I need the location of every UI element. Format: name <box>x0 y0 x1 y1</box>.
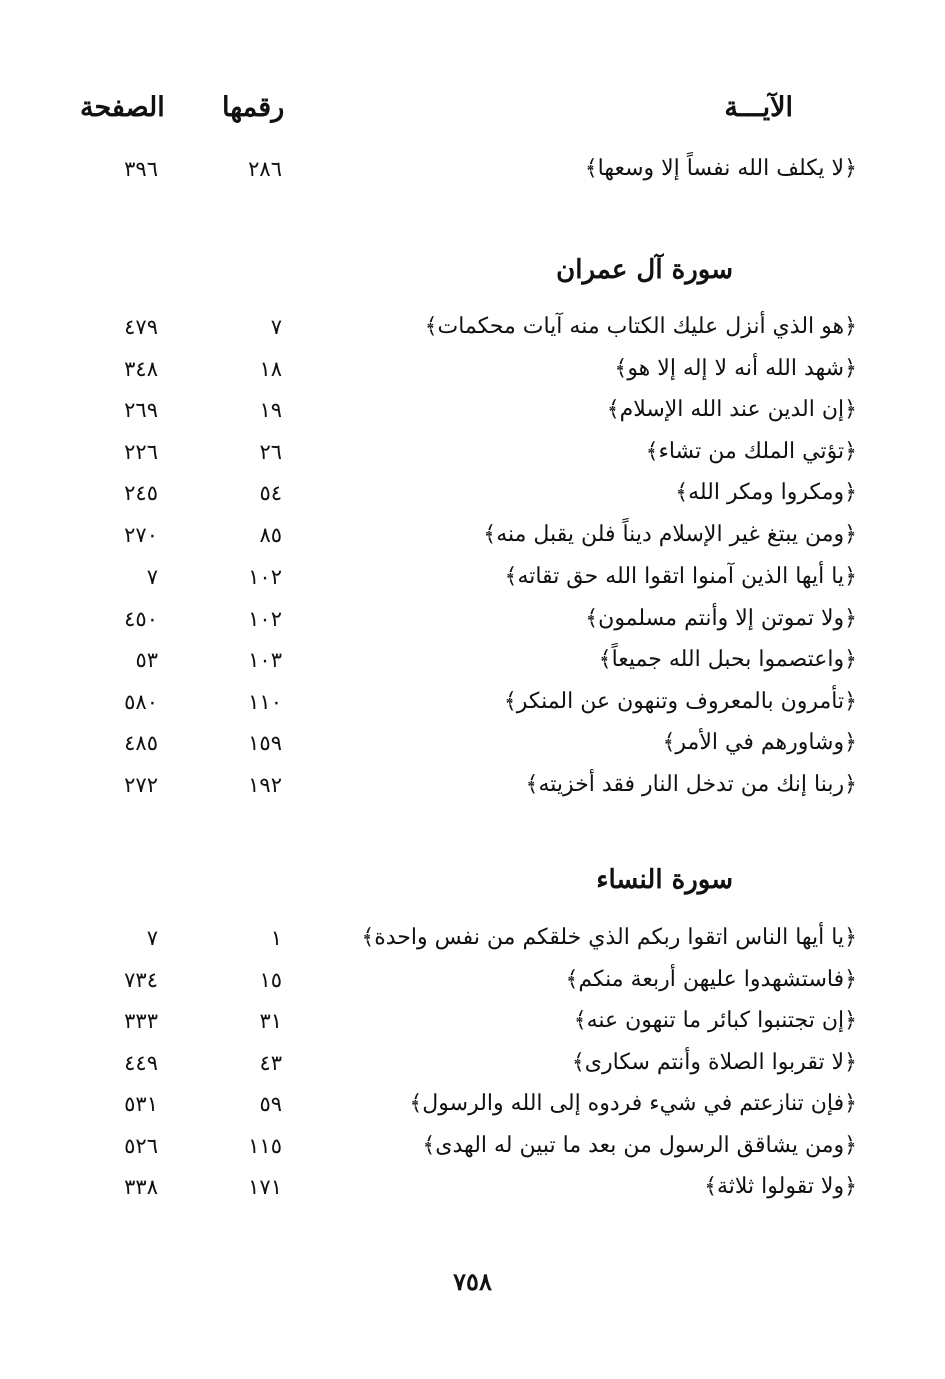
verse-text: ﴿إن الدين عند الله الإسلام﴾ <box>606 397 857 422</box>
page-number: ٣٣٣ <box>124 1009 158 1033</box>
verse-text: ﴿تأمرون بالمعروف وتنهون عن المنكر﴾ <box>503 689 857 714</box>
surah-title: سورة آل عمران <box>556 255 733 285</box>
verse-number: ٨٥ <box>259 523 282 547</box>
verse-number: ٣١ <box>259 1009 282 1033</box>
verse-text: ﴿إن تجتنبوا كبائر ما تنهون عنه﴾ <box>573 1008 857 1033</box>
verse-number: ٥٤ <box>259 481 282 505</box>
page-number: ٧ <box>146 565 158 589</box>
page-number: ٤٥٠ <box>124 607 158 631</box>
verse-number: ١٩٢ <box>248 773 282 797</box>
table-row <box>0 390 945 430</box>
table-row <box>0 1167 945 1207</box>
table-row <box>0 349 945 389</box>
verse-number: ٧ <box>270 315 282 339</box>
page-number: ٢٦٩ <box>124 398 158 422</box>
verse-number: ١ <box>270 926 282 950</box>
page-number: ٢٧٠ <box>124 523 158 547</box>
verse-text: ﴿هو الذي أنزل عليك الكتاب منه آيات محكمات﴾ <box>424 314 857 339</box>
table-row <box>0 432 945 472</box>
surah-heading-al-imran <box>0 250 945 290</box>
surah-title: سورة النساء <box>596 865 733 895</box>
verse-number: ١١٥ <box>248 1134 282 1158</box>
verse-text: ﴿ومن يشاقق الرسول من بعد ما تبين له الهدى﴾ <box>422 1133 857 1158</box>
verse-number: ١٠٢ <box>248 565 282 589</box>
number-column-header: رقمها <box>222 92 285 123</box>
verse-number: ٢٦ <box>259 440 282 464</box>
page-number: ٤٨٥ <box>124 731 158 755</box>
table-row <box>0 473 945 513</box>
verse-text: ﴿ولا تموتن إلا وأنتم مسلمون﴾ <box>585 606 857 631</box>
verse-number: ٤٣ <box>259 1051 282 1075</box>
verse-text: ﴿لا يكلف الله نفساً إلا وسعها﴾ <box>584 156 857 181</box>
verse-text: ﴿شهد الله أنه لا إله إلا هو﴾ <box>614 356 857 381</box>
column-header-row <box>0 88 945 128</box>
table-row <box>0 307 945 347</box>
verse-text: ﴿ربنا إنك من تدخل النار فقد أخزيته﴾ <box>525 772 857 797</box>
table-row <box>0 1084 945 1124</box>
verse-text: ﴿ولا تقولوا ثلاثة﴾ <box>704 1174 857 1199</box>
verse-text: ﴿ومكروا ومكر الله﴾ <box>675 480 857 505</box>
page-number: ٧ <box>146 926 158 950</box>
page-number: ٣٣٨ <box>124 1175 158 1199</box>
page-column-header: الصفحة <box>80 92 165 123</box>
verse-number: ٥٩ <box>259 1092 282 1116</box>
verse-number: ١٧١ <box>248 1175 282 1199</box>
page-number: ٢٢٦ <box>124 440 158 464</box>
surah-heading-an-nisa <box>0 860 945 900</box>
verse-column-header: الآيـــة <box>724 92 793 123</box>
table-row <box>0 1001 945 1041</box>
verse-text: ﴿ومن يبتغ غير الإسلام ديناً فلن يقبل منه﴾ <box>483 522 857 547</box>
table-row <box>0 723 945 763</box>
verse-number: ١٨ <box>259 357 282 381</box>
table-row <box>0 682 945 722</box>
page-number: ٥٢٦ <box>124 1134 158 1158</box>
table-row <box>0 918 945 958</box>
table-row <box>0 149 945 189</box>
page-number: ٧٣٤ <box>124 968 158 992</box>
verse-text: ﴿فاستشهدوا عليهن أربعة منكم﴾ <box>565 967 857 992</box>
verse-number: ١٩ <box>259 398 282 422</box>
verse-text: ﴿تؤتي الملك من تشاء﴾ <box>645 439 857 464</box>
verse-text: ﴿وشاورهم في الأمر﴾ <box>662 730 857 755</box>
verse-text: ﴿فإن تنازعتم في شيء فردوه إلى الله والرسول﴾ <box>409 1091 857 1116</box>
verse-number: ١٠٣ <box>248 648 282 672</box>
table-row <box>0 1043 945 1083</box>
verse-number: ٢٨٦ <box>248 157 282 181</box>
page-number: ٢٤٥ <box>124 481 158 505</box>
verse-number: ١٥٩ <box>248 731 282 755</box>
verse-text: ﴿واعتصموا بحبل الله جميعاً﴾ <box>598 647 857 672</box>
table-row <box>0 1126 945 1166</box>
table-row <box>0 557 945 597</box>
table-row <box>0 640 945 680</box>
page-number: ٤٤٩ <box>124 1051 158 1075</box>
verse-text: ﴿يا أيها الذين آمنوا اتقوا الله حق تقاته﴾ <box>504 564 857 589</box>
page-number: ٥٣١ <box>124 1092 158 1116</box>
footer-page-number: ٧٥٨ <box>453 1267 492 1296</box>
verse-number: ١٥ <box>259 968 282 992</box>
verse-number: ١١٠ <box>248 690 282 714</box>
verse-number: ١٠٢ <box>248 607 282 631</box>
page-number: ٢٧٢ <box>124 773 158 797</box>
page-number: ٥٨٠ <box>124 690 158 714</box>
page-number: ٣٤٨ <box>124 357 158 381</box>
verse-text: ﴿لا تقربوا الصلاة وأنتم سكارى﴾ <box>571 1050 857 1075</box>
page-number: ٥٣ <box>135 648 158 672</box>
verse-text: ﴿يا أيها الناس اتقوا ربكم الذي خلقكم من نفس واحدة﴾ <box>361 925 857 950</box>
table-row <box>0 515 945 555</box>
table-row <box>0 960 945 1000</box>
page-number: ٤٧٩ <box>124 315 158 339</box>
table-row <box>0 765 945 805</box>
page-number: ٣٩٦ <box>124 157 158 181</box>
table-row <box>0 599 945 639</box>
